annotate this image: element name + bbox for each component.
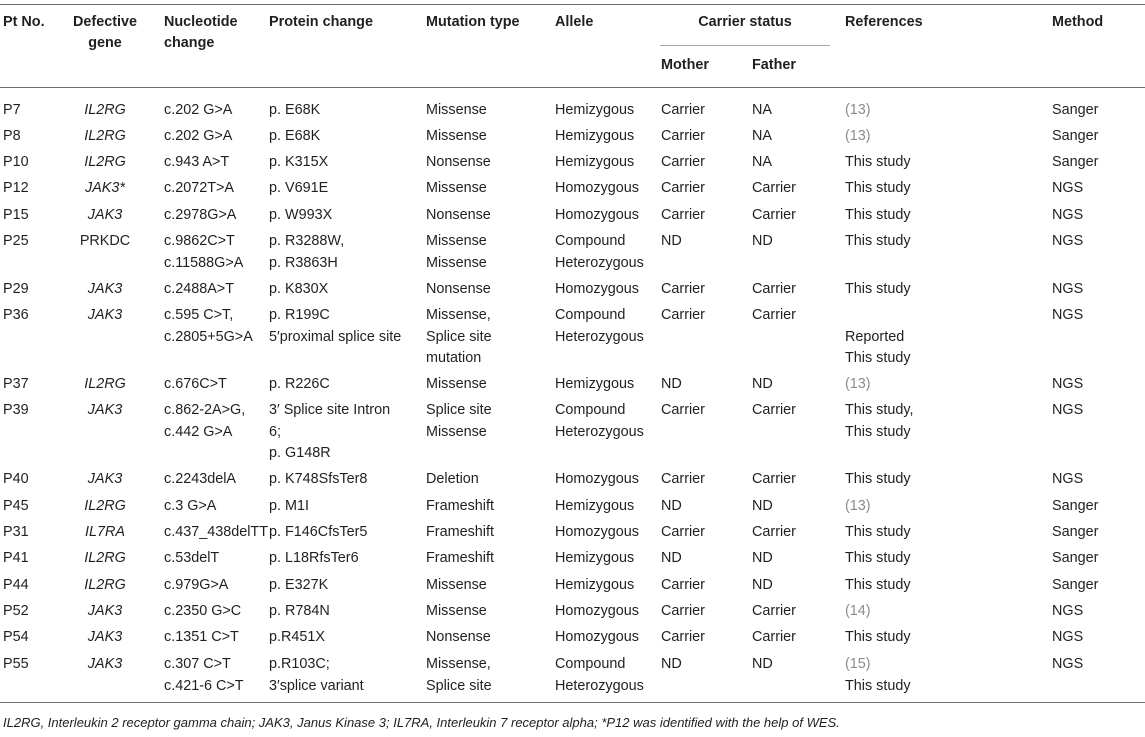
cell-nucleotide-change: c.53delT — [164, 550, 220, 566]
cell-carrier-father: NA — [752, 102, 772, 118]
header-mother: Mother — [661, 57, 709, 73]
cell-method: NGS — [1052, 233, 1084, 249]
cell-defective-gene: IL2RG — [84, 154, 126, 170]
cell-mutation-type: Missense — [426, 102, 487, 118]
cell-mutation-type: Missense — [426, 254, 487, 271]
cell-method: NGS — [1052, 281, 1084, 297]
cell-defective-gene: JAK3 — [87, 471, 123, 487]
cell-carrier-mother: Carrier — [661, 524, 705, 540]
cell-allele: Hemizygous — [555, 577, 635, 593]
cell-method: NGS — [1052, 402, 1084, 418]
cell-protein-change: 5′proximal splice site — [269, 328, 402, 345]
cell-carrier-father: ND — [752, 498, 773, 514]
cell-protein-change: p. M1I — [269, 498, 309, 514]
cell-reference: This study — [845, 550, 911, 566]
cell-reference: This study — [845, 154, 911, 170]
cell-allele: Compound — [555, 307, 626, 323]
cell-defective-gene: IL2RG — [84, 550, 126, 566]
cell-allele: Homozygous — [555, 471, 639, 487]
cell-reference: This study — [845, 233, 911, 249]
cell-carrier-mother: Carrier — [661, 102, 705, 118]
cell-mutation-type: Missense, — [426, 656, 491, 672]
cell-defective-gene: IL2RG — [84, 498, 126, 514]
cell-allele: Compound — [555, 656, 626, 672]
header-pt-no: Pt No. — [3, 14, 45, 30]
cell-protein-change: p. E327K — [269, 577, 329, 593]
cell-mutation-type: Nonsense — [426, 281, 491, 297]
cell-carrier-father: ND — [752, 376, 773, 392]
cell-carrier-mother: ND — [661, 550, 682, 566]
cell-carrier-mother: Carrier — [661, 180, 705, 196]
cell-protein-change: p. R199C — [269, 307, 330, 323]
cell-nucleotide-change: c.2243delA — [164, 471, 237, 487]
cell-reference: This study — [845, 577, 911, 593]
cell-method: NGS — [1052, 656, 1084, 672]
header-mutation-type: Mutation type — [426, 14, 520, 30]
cell-method: Sanger — [1052, 498, 1099, 514]
cell-protein-change: 6; — [269, 423, 282, 440]
cell-mutation-type: Missense — [426, 423, 487, 440]
cell-protein-change: p. R784N — [269, 603, 330, 619]
cell-mutation-type: Frameshift — [426, 524, 494, 540]
cell-reference: This study — [845, 180, 911, 196]
cell-carrier-father: Carrier — [752, 180, 796, 196]
cell-carrier-mother: Carrier — [661, 207, 705, 223]
cell-protein-change: p. K830X — [269, 281, 329, 297]
cell-mutation-type: Missense — [426, 376, 487, 392]
header-nucleotide-change: Nucleotide change — [164, 14, 238, 51]
cell-method: NGS — [1052, 307, 1084, 323]
cell-reference: This study — [845, 524, 911, 540]
cell-method: Sanger — [1052, 128, 1099, 144]
cell-patient-id: P41 — [3, 550, 29, 566]
cell-reference: This study — [845, 471, 911, 487]
cell-nucleotide-change: c.595 C>T, — [164, 307, 234, 323]
cell-patient-id: P10 — [3, 154, 29, 170]
cell-nucleotide-change: c.442 G>A — [164, 423, 233, 440]
cell-carrier-father: ND — [752, 233, 773, 249]
citation-link[interactable]: (13) — [845, 102, 871, 118]
cell-reference: This study, — [845, 402, 914, 418]
cell-nucleotide-change: c.2978G>A — [164, 207, 237, 223]
cell-method: Sanger — [1052, 102, 1099, 118]
cell-defective-gene: JAK3 — [87, 656, 123, 672]
table-bottom-rule — [0, 702, 1145, 703]
cell-patient-id: P12 — [3, 180, 29, 196]
cell-nucleotide-change: c.202 G>A — [164, 128, 233, 144]
cell-allele: Hemizygous — [555, 550, 635, 566]
cell-protein-change: p. R3863H — [269, 254, 338, 271]
header-allele: Allele — [555, 14, 594, 30]
cell-patient-id: P25 — [3, 233, 29, 249]
citation-link[interactable]: (13) — [845, 376, 871, 392]
cell-nucleotide-change: c.3 G>A — [164, 498, 217, 514]
cell-reference: This study — [845, 207, 911, 223]
cell-protein-change: p. V691E — [269, 180, 329, 196]
cell-mutation-type: Deletion — [426, 471, 479, 487]
cell-nucleotide-change: c.307 C>T — [164, 656, 231, 672]
cell-patient-id: P8 — [3, 128, 21, 144]
table-footnote: IL2RG, Interleukin 2 receptor gamma chain; JAK3, Janus Kinase 3; IL7RA, Interleukin 7 receptor alpha; *P12 was identified with the help of WES. — [3, 715, 840, 730]
cell-protein-change: p. K315X — [269, 154, 329, 170]
cell-patient-id: P31 — [3, 524, 29, 540]
cell-allele: Homozygous — [555, 180, 639, 196]
cell-mutation-type: Missense — [426, 180, 487, 196]
cell-reference: This study — [845, 677, 911, 694]
cell-method: NGS — [1052, 180, 1084, 196]
cell-protein-change: p. E68K — [269, 102, 321, 118]
cell-patient-id: P15 — [3, 207, 29, 223]
header-references: References — [845, 14, 923, 30]
cell-carrier-mother: Carrier — [661, 629, 705, 645]
cell-carrier-father: ND — [752, 550, 773, 566]
cell-defective-gene: IL2RG — [84, 577, 126, 593]
cell-protein-change: 3′splice variant — [269, 677, 364, 694]
cell-method: Sanger — [1052, 154, 1099, 170]
cell-nucleotide-change: c.2072T>A — [164, 180, 234, 196]
cell-patient-id: P29 — [3, 281, 29, 297]
citation-link[interactable]: (14) — [845, 603, 871, 619]
cell-patient-id: P7 — [3, 102, 21, 118]
cell-carrier-mother: Carrier — [661, 577, 705, 593]
cell-carrier-father: ND — [752, 656, 773, 672]
cell-defective-gene: JAK3 — [87, 402, 123, 418]
cell-allele: Heterozygous — [555, 328, 644, 345]
cell-mutation-type: Splice site — [426, 328, 492, 345]
cell-reference: This study — [845, 281, 911, 297]
cell-method: NGS — [1052, 629, 1084, 645]
cell-mutation-type: Missense — [426, 233, 487, 249]
cell-allele: Homozygous — [555, 629, 639, 645]
cell-mutation-type: Missense — [426, 577, 487, 593]
header-protein-change: Protein change — [269, 14, 373, 30]
cell-method: NGS — [1052, 471, 1084, 487]
cell-protein-change: p.R103C; — [269, 656, 330, 672]
cell-allele: Hemizygous — [555, 128, 635, 144]
header-defective-gene: Defective gene — [73, 14, 137, 51]
cell-method: Sanger — [1052, 550, 1099, 566]
header-father: Father — [752, 57, 796, 73]
cell-allele: Hemizygous — [555, 154, 635, 170]
cell-patient-id: P37 — [3, 376, 29, 392]
header-carrier-status: Carrier status — [698, 14, 792, 30]
cell-reference: This study — [845, 423, 911, 440]
cell-carrier-mother: Carrier — [661, 128, 705, 144]
cell-carrier-father: Carrier — [752, 524, 796, 540]
cell-method: NGS — [1052, 207, 1084, 223]
cell-carrier-mother: Carrier — [661, 603, 705, 619]
cell-allele: Hemizygous — [555, 376, 635, 392]
cell-protein-change: p. R226C — [269, 376, 330, 392]
cell-nucleotide-change: c.943 A>T — [164, 154, 230, 170]
cell-allele: Hemizygous — [555, 102, 635, 118]
cell-mutation-type: Frameshift — [426, 550, 494, 566]
cell-mutation-type: Splice site — [426, 677, 492, 694]
cell-carrier-father: NA — [752, 128, 772, 144]
citation-link[interactable]: (13) — [845, 498, 871, 514]
cell-mutation-type: Nonsense — [426, 629, 491, 645]
cell-patient-id: P54 — [3, 629, 29, 645]
cell-nucleotide-change: c.2350 G>C — [164, 603, 242, 619]
cell-carrier-mother: ND — [661, 376, 682, 392]
cell-patient-id: P55 — [3, 656, 29, 672]
cell-mutation-type: Nonsense — [426, 154, 491, 170]
citation-link[interactable]: (13) — [845, 128, 871, 144]
cell-nucleotide-change: c.2488A>T — [164, 281, 234, 297]
cell-protein-change: p. F146CfsTer5 — [269, 524, 368, 540]
cell-patient-id: P52 — [3, 603, 29, 619]
cell-reference: This study — [845, 629, 911, 645]
cell-allele: Homozygous — [555, 603, 639, 619]
table-top-rule — [0, 4, 1145, 5]
cell-mutation-type: Frameshift — [426, 498, 494, 514]
cell-method: Sanger — [1052, 577, 1099, 593]
cell-nucleotide-change: c.202 G>A — [164, 102, 233, 118]
cell-patient-id: P39 — [3, 402, 29, 418]
header-bottom-rule — [0, 87, 1145, 88]
citation-link[interactable]: (15) — [845, 656, 871, 672]
cell-defective-gene: IL2RG — [84, 128, 126, 144]
cell-patient-id: P45 — [3, 498, 29, 514]
cell-defective-gene: JAK3 — [87, 603, 123, 619]
cell-carrier-father: Carrier — [752, 603, 796, 619]
cell-mutation-type: Missense — [426, 128, 487, 144]
cell-defective-gene: IL7RA — [85, 524, 125, 540]
cell-carrier-father: Carrier — [752, 402, 796, 418]
cell-protein-change: 3′ Splice site Intron — [269, 402, 391, 418]
cell-carrier-father: Carrier — [752, 207, 796, 223]
cell-protein-change: p. R3288W, — [269, 233, 345, 249]
cell-nucleotide-change: c.437_438delTT — [164, 524, 269, 540]
cell-mutation-type: Missense, — [426, 307, 491, 323]
cell-nucleotide-change: c.862-2A>G, — [164, 402, 246, 418]
cell-defective-gene: JAK3 — [87, 629, 123, 645]
cell-protein-change: p. E68K — [269, 128, 321, 144]
cell-carrier-father: Carrier — [752, 471, 796, 487]
cell-defective-gene: IL2RG — [84, 376, 126, 392]
cell-carrier-mother: Carrier — [661, 281, 705, 297]
cell-allele: Heterozygous — [555, 254, 644, 271]
cell-method: NGS — [1052, 603, 1084, 619]
cell-allele: Heterozygous — [555, 423, 644, 440]
cell-carrier-mother: ND — [661, 233, 682, 249]
cell-defective-gene: JAK3 — [87, 207, 123, 223]
cell-allele: Homozygous — [555, 524, 639, 540]
cell-nucleotide-change: c.11588G>A — [164, 254, 244, 271]
cell-nucleotide-change: c.2805+5G>A — [164, 328, 253, 345]
cell-carrier-father: NA — [752, 154, 772, 170]
cell-nucleotide-change: c.9862C>T — [164, 233, 235, 249]
cell-carrier-mother: ND — [661, 656, 682, 672]
cell-carrier-father: Carrier — [752, 307, 796, 323]
cell-mutation-type: Missense — [426, 603, 487, 619]
cell-carrier-father: Carrier — [752, 281, 796, 297]
cell-defective-gene: PRKDC — [79, 233, 131, 249]
cell-mutation-type: Nonsense — [426, 207, 491, 223]
cell-reference: Reported — [845, 328, 905, 345]
cell-defective-gene: JAK3 — [87, 307, 123, 323]
cell-protein-change: p. K748SfsTer8 — [269, 471, 368, 487]
cell-carrier-father: ND — [752, 577, 773, 593]
cell-nucleotide-change: c.421-6 C>T — [164, 677, 244, 694]
header-method: Method — [1052, 14, 1104, 30]
cell-nucleotide-change: c.979G>A — [164, 577, 229, 593]
cell-allele: Compound — [555, 402, 626, 418]
cell-mutation-type: Splice site — [426, 402, 492, 418]
cell-method: Sanger — [1052, 524, 1099, 540]
cell-patient-id: P36 — [3, 307, 29, 323]
cell-carrier-mother: Carrier — [661, 154, 705, 170]
cell-carrier-mother: Carrier — [661, 307, 705, 323]
cell-allele: Homozygous — [555, 281, 639, 297]
cell-allele: Hemizygous — [555, 498, 635, 514]
cell-defective-gene: JAK3 — [87, 281, 123, 297]
cell-reference: This study — [845, 350, 911, 366]
cell-carrier-mother: ND — [661, 498, 682, 514]
cell-protein-change: p. W993X — [269, 207, 333, 223]
cell-method: NGS — [1052, 376, 1084, 392]
cell-protein-change: p. G148R — [269, 445, 331, 461]
cell-carrier-father: Carrier — [752, 629, 796, 645]
cell-defective-gene: JAK3* — [85, 180, 125, 196]
cell-protein-change: p.R451X — [269, 629, 326, 645]
cell-protein-change: p. L18RfsTer6 — [269, 550, 359, 566]
cell-allele: Homozygous — [555, 207, 639, 223]
cell-patient-id: P40 — [3, 471, 29, 487]
cell-patient-id: P44 — [3, 577, 29, 593]
cell-allele: Compound — [555, 233, 626, 249]
cell-nucleotide-change: c.1351 C>T — [164, 629, 239, 645]
cell-carrier-mother: Carrier — [661, 471, 705, 487]
carrier-status-rule — [660, 45, 830, 46]
cell-defective-gene: IL2RG — [84, 102, 126, 118]
cell-carrier-mother: Carrier — [661, 402, 705, 418]
cell-mutation-type: mutation — [426, 350, 482, 366]
cell-allele: Heterozygous — [555, 677, 644, 694]
cell-nucleotide-change: c.676C>T — [164, 376, 227, 392]
